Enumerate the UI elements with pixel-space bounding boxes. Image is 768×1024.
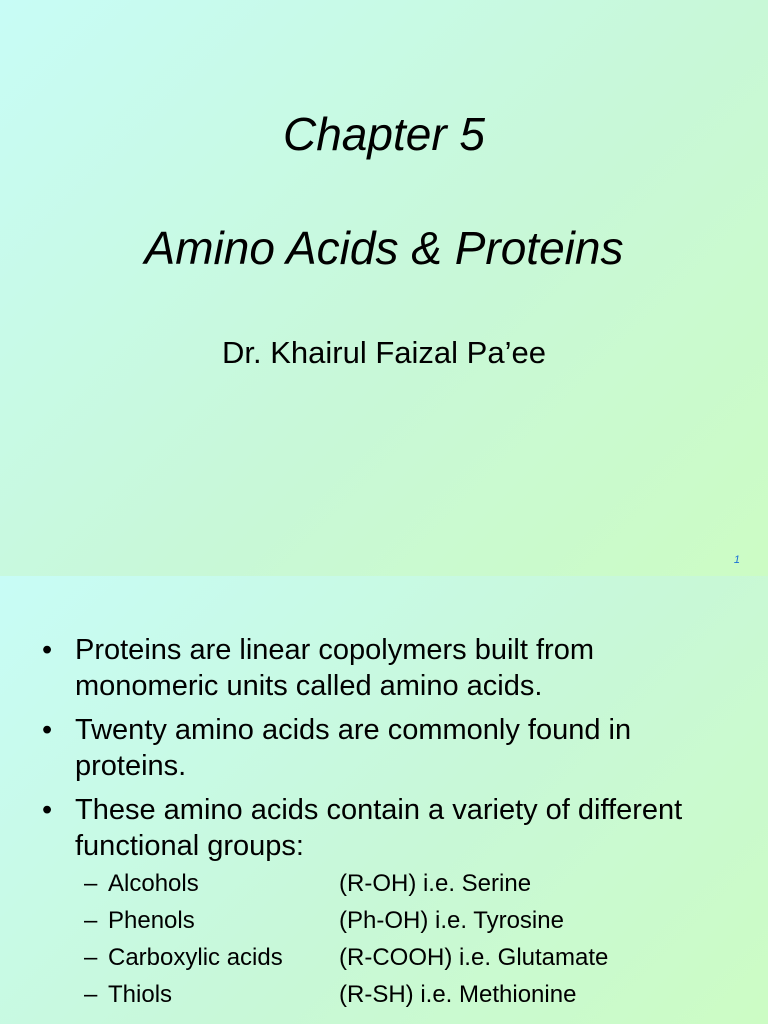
bullet-item — [0, 712, 768, 784]
bullet-item — [0, 792, 768, 864]
bullet-list — [0, 632, 768, 872]
sub-marker: – — [84, 907, 98, 934]
functional-group-item — [0, 907, 768, 944]
bullet-text: Proteins are linear copolymers built from monomeric units called amino acids. — [75, 634, 594, 702]
slide-author: Dr. Khairul Faizal Pa’ee — [222, 335, 546, 370]
sub-marker: – — [84, 870, 98, 897]
functional-group-item — [0, 981, 768, 1018]
functional-group-example: (R-COOH) i.e. Glutamate — [339, 944, 609, 971]
functional-group-example: (R-SH) i.e. Methionine — [339, 981, 577, 1008]
functional-group-list — [0, 870, 768, 1018]
functional-group-example: (Ph-OH) i.e. Tyrosine — [339, 907, 564, 934]
slide-number: 1 — [733, 554, 740, 566]
bullet-marker: • — [42, 794, 53, 826]
bullet-text: These amino acids contain a variety of different functional groups: — [75, 794, 683, 862]
sub-marker: – — [84, 944, 98, 971]
functional-group-name: Thiols — [108, 981, 173, 1008]
bullet-text: Twenty amino acids are commonly found in proteins. — [75, 714, 632, 782]
bullet-item — [0, 632, 768, 704]
bullet-marker: • — [42, 714, 53, 746]
functional-group-name: Alcohols — [108, 870, 199, 897]
content-slide — [0, 576, 768, 1024]
sub-marker: – — [84, 981, 98, 1008]
slide-title-chapter: Chapter 5 — [282, 108, 485, 160]
functional-group-item — [0, 944, 768, 981]
functional-group-item — [0, 870, 768, 907]
functional-group-name: Carboxylic acids — [108, 944, 283, 971]
slide-title-topic: Amino Acids & Proteins — [144, 222, 624, 274]
bullet-marker: • — [42, 634, 53, 666]
functional-group-example: (R-OH) i.e. Serine — [339, 870, 532, 897]
functional-group-name: Phenols — [108, 907, 195, 934]
